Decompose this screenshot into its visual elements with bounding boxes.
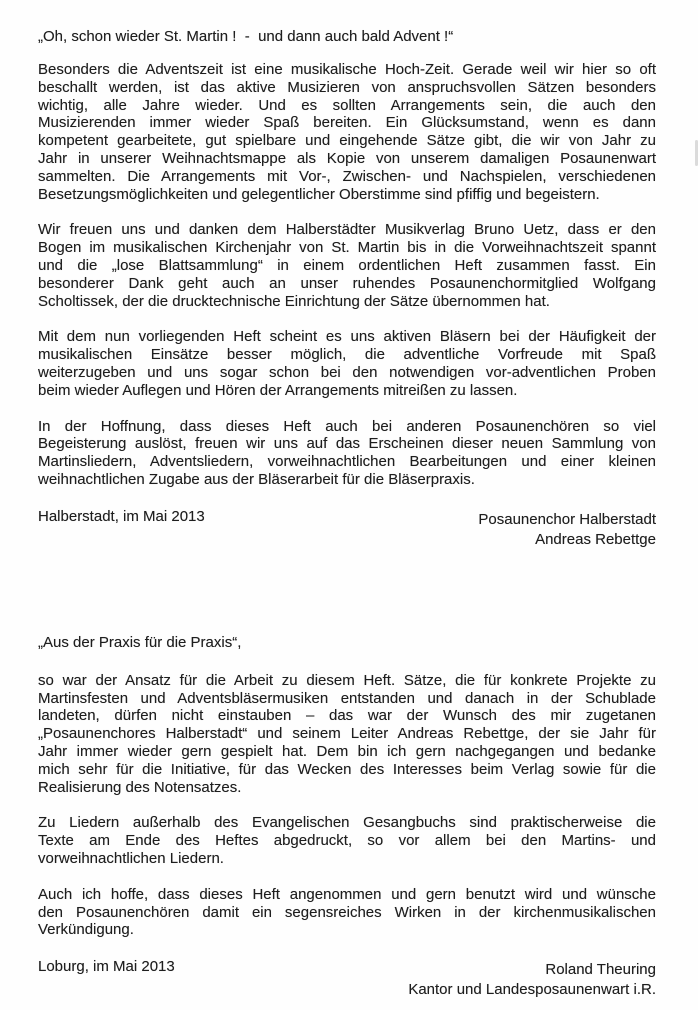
opening-quote-heading: „Oh, schon wieder St. Martin ! - und dann auch bald Advent !“	[38, 28, 454, 45]
paragraph-musikverlag-dank	[38, 221, 656, 310]
text-line: beim wieder Auflegen und Hören der Arrangements mitreißen zu lassen.	[38, 381, 518, 399]
text-line: beschallt werden, ist das aktive Musizieren von anspruchsvollen Sätzen besonders	[38, 78, 656, 96]
text-line: Scholtissek, der die drucktechnische Einrichtung der Sätze übernommen hat.	[38, 292, 550, 310]
paragraph-ansatz	[38, 672, 656, 797]
signer-name: Roland Theuring	[545, 961, 656, 979]
text-line: kompetent gearbeitete, gut spielbare und eingehende Sätze gibt, die wir von Jahr zu	[38, 132, 656, 150]
place-date-loburg: Loburg, im Mai 2013	[38, 958, 175, 976]
text-line: Wir freuen uns und danken dem Halberstädter Musikverlag Bruno Uetz, dass er den	[38, 221, 656, 239]
text-line: weihnachtlichen Zugabe aus der Bläserarbeit für die Bläserpraxis.	[38, 470, 475, 488]
paragraph-vorliegendes-heft	[38, 328, 656, 399]
signature-block-loburg	[38, 957, 656, 1000]
signer-halberstadt	[478, 510, 656, 550]
text-line: Martinsfesten und Adventsbläsermusiken entstanden und danach in der Schublade	[38, 689, 656, 707]
text-line: Verkündigung.	[38, 921, 134, 939]
text-line: mich sehr für die Initiative, für das Wecken des Interesses beim Verlag sowie für die	[38, 760, 656, 778]
signer-loburg	[408, 960, 656, 1000]
signer-name: Andreas Rebettge	[535, 530, 656, 548]
text-line: wichtig, alle Jahre wieder. Und es sollten Arrangements sein, die auch den	[38, 96, 656, 114]
text-line: Texte am Ende des Heftes abgedruckt, so vor allem bei den Martins- und	[38, 832, 656, 850]
text-line: den Posaunenchören damit ein segensreiches Wirken in der kirchenmusikalischen	[38, 903, 656, 921]
text-line: „Posaunenchores Halberstadt“ und seinem Leiter Andreas Rebettge, der sie Jahr für	[38, 725, 656, 743]
text-line: Jahr in unserer Weihnachtsmappe als Kopie von unserem damaligen Posaunenwart	[38, 149, 656, 167]
text-line: Jahr immer wieder gern gespielt hat. Dem bin ich gern nachgegangen und bedanke	[38, 742, 656, 760]
text-line: so war der Ansatz für die Arbeit zu diesem Heft. Sätze, die für konkrete Projekte zu	[38, 671, 656, 689]
text-line: Martinsliedern, Adventsliedern, vorweihnachtlichen Bearbeitungen und einer kleinen	[38, 453, 656, 471]
text-line: Musizierenden immer wieder Spaß bereiten. Ein Glücksumstand, wenn es dann	[38, 114, 656, 132]
text-line: und die „lose Blattsammlung“ in einem ordentlichen Heft zusammen fasst. Ein	[38, 256, 656, 274]
text-line: Mit dem nun vorliegenden Heft scheint es uns aktiven Bläsern bei der Häufigkeit der	[38, 328, 656, 346]
text-line: vorweihnachtlichen Liedern.	[38, 849, 224, 867]
text-line: musikalischen Einsätze besser möglich, die adventliche Vorfreude mit Spaß	[38, 346, 656, 364]
text-line: Realisierung des Notensatzes.	[38, 778, 242, 796]
text-line: Bogen im musikalischen Kirchenjahr von St. Martin bis in die Vorweihnachtszeit spannt	[38, 239, 656, 257]
paragraph-wunsch	[38, 886, 656, 939]
text-line: weiterzugeben und uns sogar schon bei den notwendigen vor-adventlichen Proben	[38, 363, 656, 381]
text-line: landeten, dürfen nicht einstauben – das war der Wunsch des mir zugetanen	[38, 707, 656, 725]
text-line: besonderer Dank geht auch an unser ruhendes Posaunenchormitglied Wolfgang	[38, 274, 656, 292]
text-line: Auch ich hoffe, dass dieses Heft angenommen und gern benutzt wird und wünsche	[38, 885, 656, 903]
text-line: Zu Liedern außerhalb des Evangelischen Gesangbuchs sind praktischerweise die	[38, 814, 656, 832]
text-line: Begeisterung auslöst, freuen wir uns auf das Erscheinen dieser neuen Sammlung von	[38, 435, 656, 453]
signature-block-halberstadt	[38, 507, 656, 550]
text-line: Besetzungsmöglichkeiten und gelegentlicher Oberstimme sind pfiffig und begeistern.	[38, 185, 600, 203]
text-line: In der Hoffnung, dass dieses Heft auch bei anderen Posaunenchören so viel	[38, 417, 656, 435]
paragraph-hoffnung	[38, 418, 656, 489]
text-line: Besonders die Adventszeit ist eine musikalische Hoch-Zeit. Gerade weil wir hier so oft	[38, 61, 656, 78]
signer-title: Kantor und Landesposaunenwart i.R.	[408, 981, 656, 999]
signer-org: Posaunenchor Halberstadt	[478, 510, 656, 528]
praxis-quote-heading: „Aus der Praxis für die Praxis“,	[38, 633, 242, 651]
paragraph-liedtexte	[38, 814, 656, 867]
place-date-halberstadt: Halberstadt, im Mai 2013	[38, 507, 205, 525]
text-line: sammelten. Die Arrangements mit Vor-, Zwischen- und Nachspielen, verschiedenen	[38, 167, 656, 185]
paragraph-adventszeit	[38, 61, 656, 203]
